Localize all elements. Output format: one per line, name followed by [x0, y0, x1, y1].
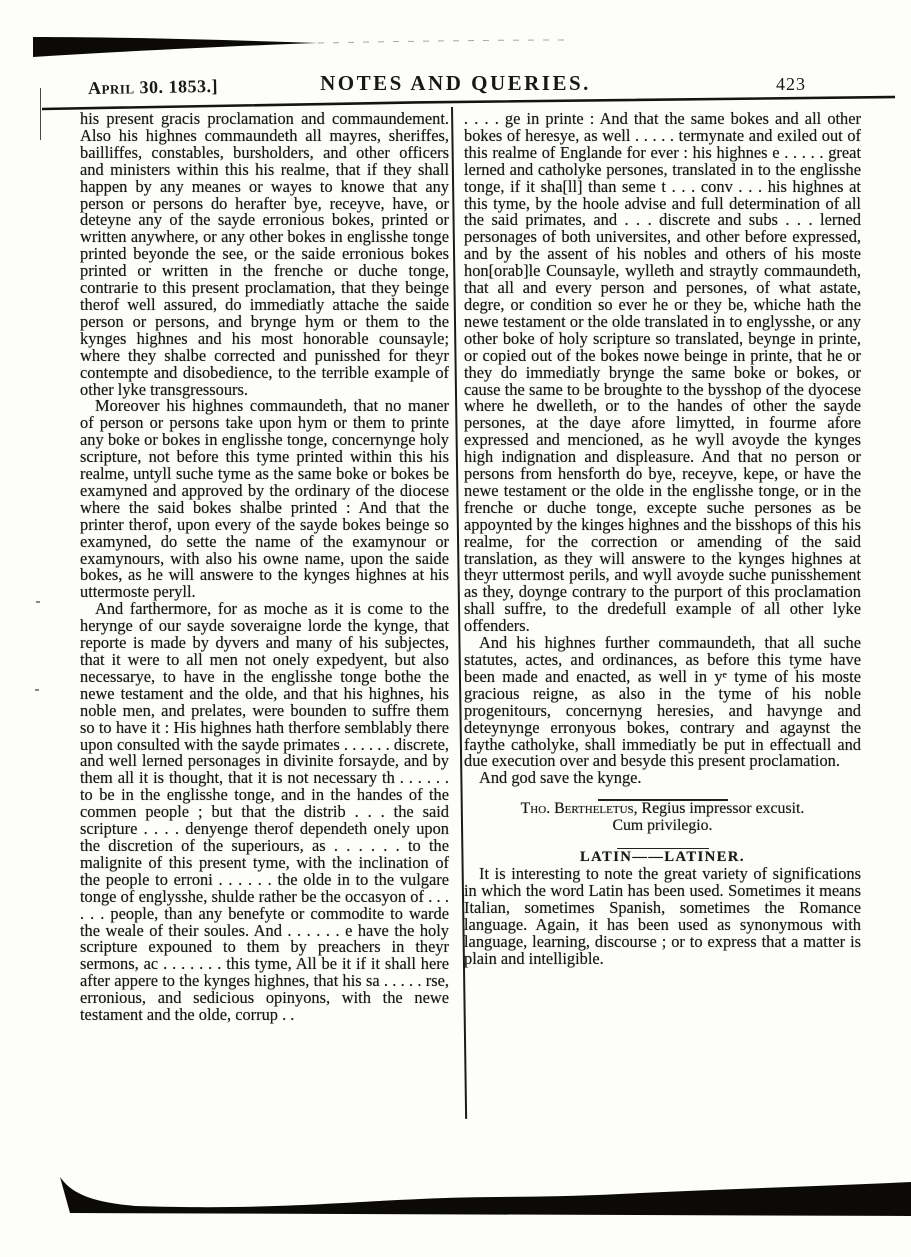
scan-shadow-top-faint-icon — [318, 40, 565, 43]
proclamation-paragraph: And farthermore, for as moche as it is come to the herynge of our sayde soveraigne lorde the kynge, that reporte is made by dyvers and many of his subjectes, that it were to all men not onely expedyent, but also necessarye, to have in the englisshe tonge bothe the newe testament and the olde, and that his highnes, his noble men, and prelates, were bounden to suffre them so to have it : His highnes hath therfore semblably there upon consulted with the sayde primates . . . . . . discrete, and well lerned personages in divinite forsayde, and by them all it is thought, that it is not necessary th . . . . . . to be in the englisshe tonge, and in the handes of the commen people ; but that the distrib . . . the said scripture . . . . denyenge therof dependeth onely upon the discretion of the superiours, as . . . . . . to the malignite of this present tyme, with the inclination of the people to erroni . . . . . . the olde in to the vulgare tonge of englysshe, shulde rather be the occasyon of . . . . . . people, than any benefyte or commodite to warde the weale of their soules. And . . . . . . e have the holy scripture expouned to them by preachers in theyr sermons, ac . . . . . . . this tyme, All be it if it shall here after appere to the kynges highnes, that his sa . . . . . rse, erronious, and sedicious opinyons, with the newe testament and the olde, corrup . . — [80, 599, 449, 1025]
header-date: April 30. 1853.] — [87, 75, 219, 99]
article-paragraph: It is interesting to note the great variety of significations in which the word Latin has been used. Sometimes it means Italian, sometimes Spanish, sometimes the Romance language. Again, it has been used as synonymous with language, learning, discourse ; or to express that a matter is plain and intelligible. — [464, 864, 861, 968]
scan-shadow-bottom-icon — [60, 1177, 911, 1216]
journal-title: NOTES AND QUERIES. — [320, 71, 591, 95]
imprint-privilege: Cum privilegio. — [612, 816, 713, 834]
scan-shadow-top-icon — [33, 37, 318, 57]
proclamation-paragraph: his present gracis proclamation and commaundement. Also his highnes commaundeth all mayres, sheriffes, bailliffes, constables, bursholders, and other officers and ministers within this his realme, that if they shall happen by any meanes or wayes to knowe that any person or persons do herafter bye, receyve, have, or deteyne any of the sayde erronious bokes, printed or written anywhere, or any other bokes in englisshe tonge printed beyonde the see, or the saide erronious bokes printed or written in the frenche or duche tonge, contrarie to this present proclamation, that they beinge therof well assured, do immediatly attache the saide person or persons, and brynge hym or them to the kynges highnes and his most honorable counsayle; where they shalbe corrected and punisshed for theyr contempte and disobedience, to the terrible example of other lyke transgressours. — [80, 109, 449, 399]
proclamation-paragraph: . . . . ge in printe : And that the same bokes and all other bokes of heresye, as well . . . . . termynate and exiled out of this realme of Englande for ever : his highnes e . . . . . great lerned and catholyke persones, translated in to the englisshe tonge, if it sha[ll] than seme t . . . conv . . . his highnes at this tyme, by the hoole advise and full determination of all the said primates, and . . . discrete and subs . . . lerned personages of both universites, and other before expressed, and by the assent of his nobles and others of his moste hon[orab]le Counsayle, wylleth and straytly commaundeth, that all and every person and persones, of what astate, degre, or condition so ever he or they be, whiche hath the newe testament or the olde translated in to englysshe, or any other boke of holy scripture so translated, beynge in printe, or copied out of the bokes nowe beinge in printe, that he or they do immediatly brynge the same boke or bokes, or cause the same to be broughte to the bysshop of the dyocese where he dwelleth, or to the handes of other the sayde persones, at the daye afore limytted, in fourme afore expressed and mencioned, as he wyll avoyde the kynges high indignation and displeasure. And that no person or persons from hensforth do bye, receyve, kepe, or have the newe testament or the olde in the englisshe tonge, or in the frenche or duche tonge, excepte suche persones as be appoynted by the kinges highnes and the bisshops of this his realme, for the correction or amending of the said translation, as they will answere to the kynges highnes at theyr uttermost perils, and wyll avoyde suche punisshement as they, doynge contrary to the purport of this proclamation shall suffre, to the dredefull example of all other lyke offenders. — [464, 109, 861, 636]
imprint-prefix: Tho. — [520, 799, 555, 817]
proclamation-closing: And god save the kynge. — [479, 768, 642, 788]
proclamation-paragraph: And his highnes further commaundeth, that all suche statutes, actes, and ordinances, as before this tyme have been made and enacted, as well in yᵉ tyme of his moste gracious reigne, as also in the tyme of his noble progenitours, concernyng heresies, and havynge and deteynynge erronyous bokes, contrary and agaynst the faythe catholyke, shall immediatly be put in effectuall and due execution over and besyde this present proclamation. — [464, 633, 861, 771]
imprint-suffix: , Regius impressor excusit. — [633, 799, 805, 817]
page-number: 423 — [776, 74, 806, 94]
article-heading: LATIN——LATINER. — [580, 849, 745, 866]
header-rule — [42, 97, 895, 109]
proclamation-paragraph: Moreover his highnes commaundeth, that no maner of person or persons take upon hym or them to printe any boke or bokes in englisshe tonge, concernynge holy scripture, not before this tyme printed within this his realme, untyll suche tyme as the same boke or bokes be examyned and approved by the ordinary of the diocese where the said bokes shalbe printed : And that the printer therof, upon every of the sayde bokes beinge so examyned, do sette the name of the examynour or examynours, with also his owne name, upon the saide bokes, as he will answere to the kynges highnes at his uttermoste peryll. — [80, 396, 449, 602]
printer-name: Bertheletus — [554, 799, 634, 817]
